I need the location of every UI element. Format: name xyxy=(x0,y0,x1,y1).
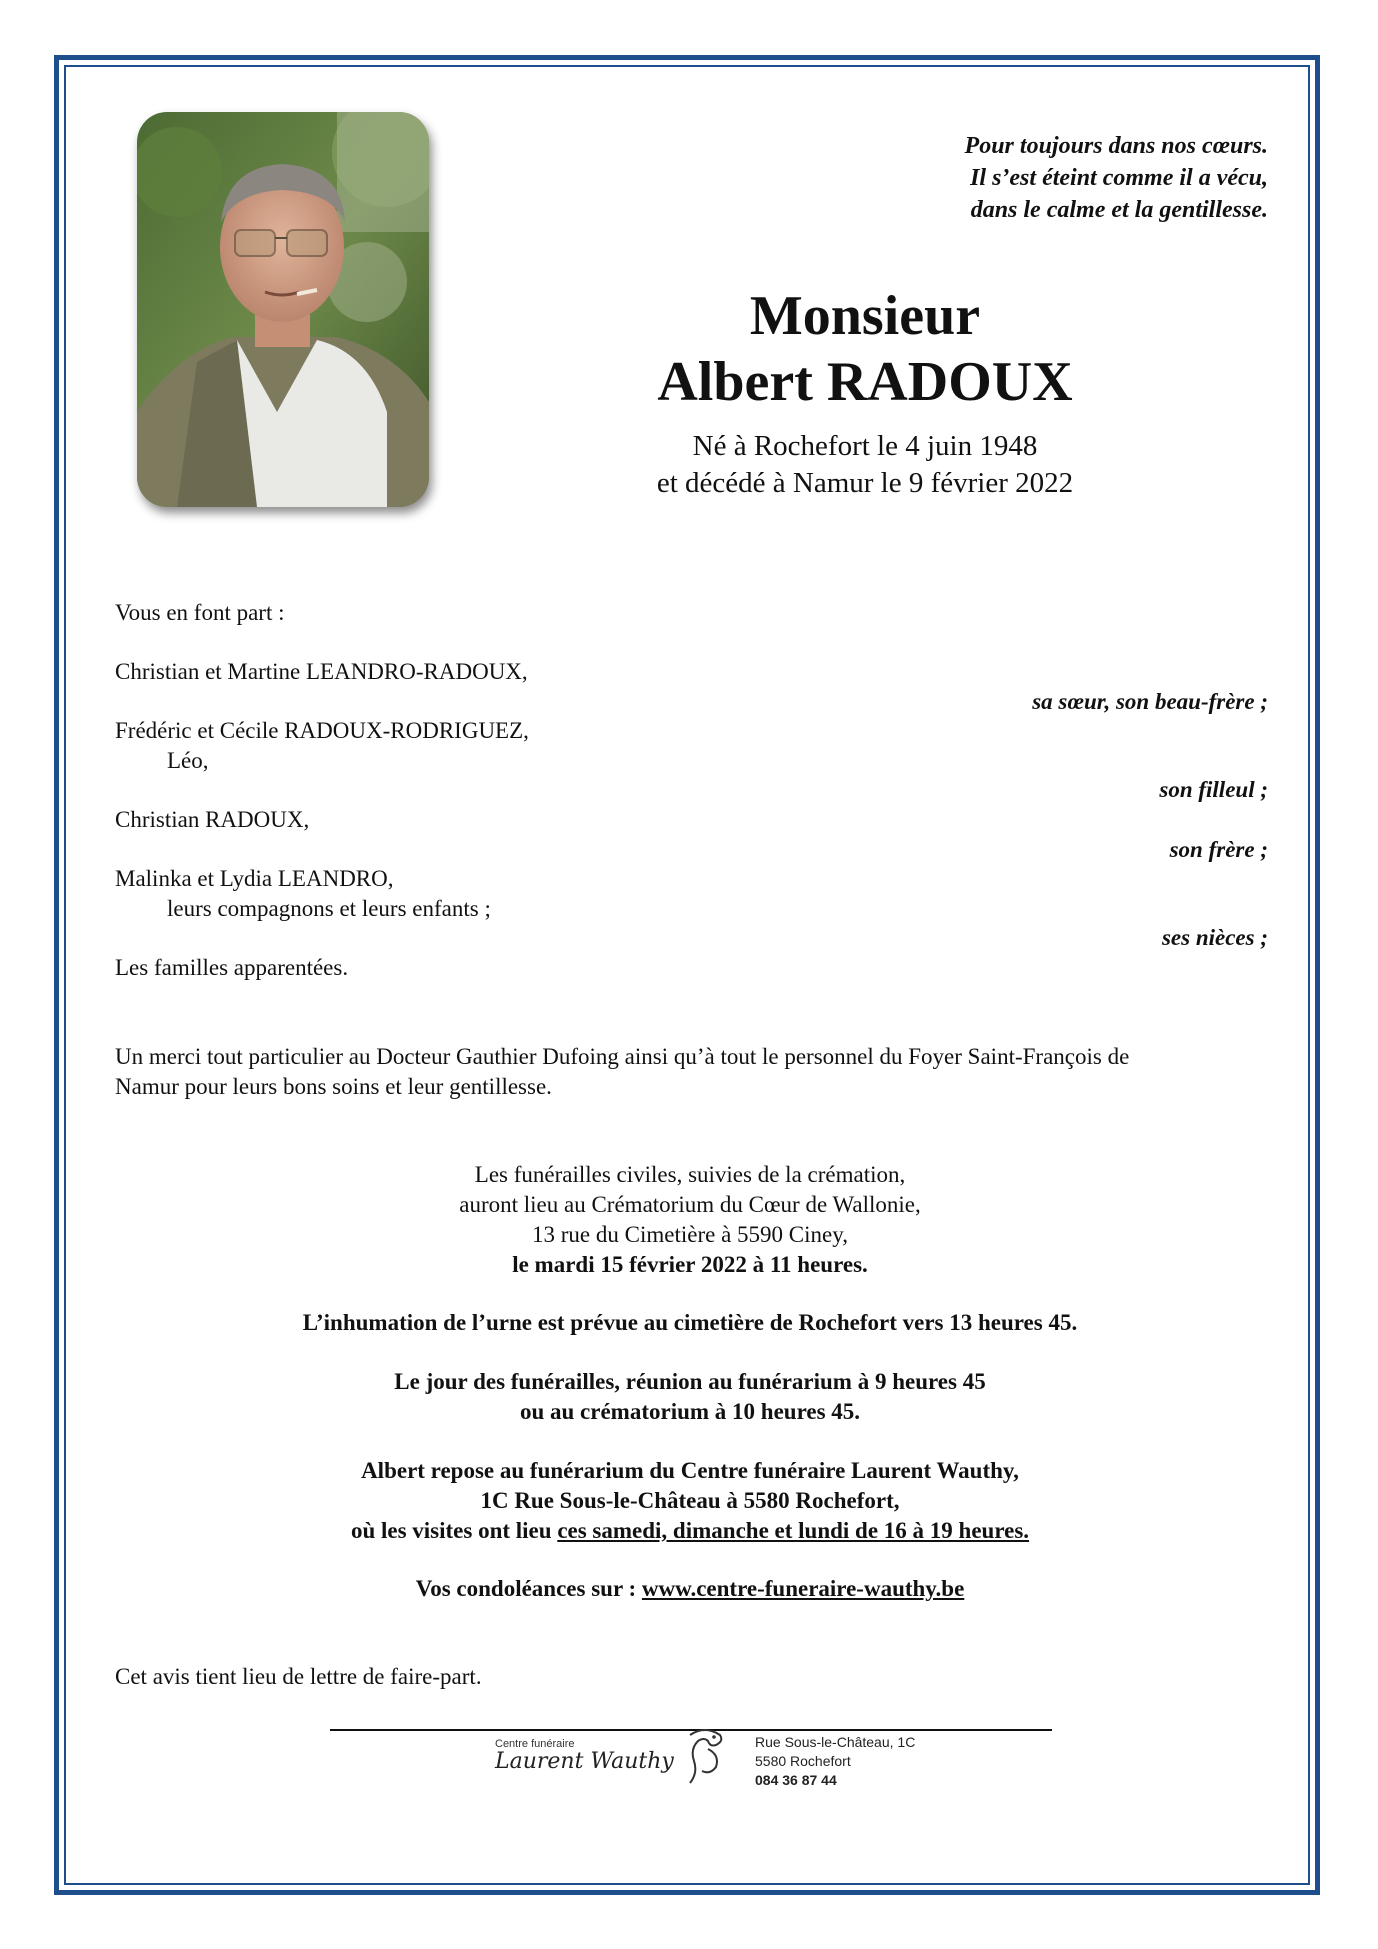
visits-line xyxy=(120,1516,1260,1546)
quote-line: dans le calme et la gentillesse. xyxy=(970,197,1268,223)
birth-line: Né à Rochefort le 4 juin 1948 xyxy=(692,430,1038,462)
faire-part-note: Cet avis tient lieu de lettre de faire-part. xyxy=(115,1664,482,1689)
funeral-home-logo xyxy=(495,1738,674,1774)
meeting-line: ou au crématorium à 10 heures 45. xyxy=(519,1399,861,1424)
family-closing: Les familles apparentées. xyxy=(115,955,349,980)
ceremony-line: 13 rue du Cimetière à 5590 Ciney, xyxy=(532,1222,848,1247)
family-sub: Léo, xyxy=(167,748,209,773)
quote-line: Il s’est éteint comme il a vécu, xyxy=(970,165,1268,191)
condolences-prefix: Vos condoléances sur : xyxy=(415,1576,642,1601)
thanks-line: Un merci tout particulier au Docteur Gauthier Dufoing ainsi qu’à tout le personnel du Foyer Saint-François de xyxy=(115,1044,1130,1069)
family-names: Malinka et Lydia LEANDRO, xyxy=(115,866,394,891)
family-relation: son filleul ; xyxy=(1159,777,1268,802)
family-names: Christian RADOUX, xyxy=(115,807,310,832)
condolences-link[interactable]: www.centre-funeraire-wauthy.be xyxy=(641,1576,965,1601)
ceremony-line: Les funérailles civiles, suivies de la crémation, xyxy=(474,1162,906,1187)
repose-info xyxy=(120,1456,1260,1546)
repose-line: 1C Rue Sous-le-Château à 5580 Rochefort, xyxy=(480,1488,900,1513)
address-line: 5580 Rochefort xyxy=(755,1753,851,1769)
condolences-line xyxy=(120,1574,1260,1604)
logo-small-text: Centre funéraire xyxy=(495,1738,575,1750)
portrait-photo xyxy=(137,112,429,507)
funeral-home-address xyxy=(755,1733,915,1790)
epitaph-quote xyxy=(965,130,1268,226)
family-relation: son frère ; xyxy=(1169,837,1268,862)
repose-line: Albert repose au funérarium du Centre funéraire Laurent Wauthy, xyxy=(361,1458,1019,1483)
ceremony-line: auront lieu au Crématorium du Cœur de Wallonie, xyxy=(459,1192,921,1217)
logo-script-text: Laurent Wauthy xyxy=(495,1749,674,1774)
ceremony-date: le mardi 15 février 2022 à 11 heures. xyxy=(512,1252,868,1277)
visits-times: ces samedi, dimanche et lundi de 16 à 19 heures. xyxy=(557,1518,1030,1543)
family-sub: leurs compagnons et leurs enfants ; xyxy=(167,896,491,921)
family-intro: Vous en font part : xyxy=(115,600,285,625)
phone-number: 084 36 87 44 xyxy=(755,1772,837,1788)
inhumation-info: L’inhumation de l’urne est prévue au cimetière de Rochefort vers 13 heures 45. xyxy=(302,1310,1078,1335)
family-names: Frédéric et Cécile RADOUX-RODRIGUEZ, xyxy=(115,718,529,743)
life-dates xyxy=(560,428,1170,502)
family-relation: ses nièces ; xyxy=(1161,925,1268,950)
deceased-title: Monsieur xyxy=(749,285,981,347)
deceased-name-block xyxy=(560,283,1170,415)
ceremony-info xyxy=(120,1160,1260,1280)
address-line: Rue Sous-le-Château, 1C xyxy=(755,1734,916,1750)
thanks-line: Namur pour leurs bons soins et leur gentillesse. xyxy=(115,1074,552,1099)
meeting-line: Le jour des funérailles, réunion au funérarium à 9 heures 45 xyxy=(394,1369,986,1394)
visits-prefix: où les visites ont lieu xyxy=(350,1518,558,1543)
meeting-info xyxy=(120,1367,1260,1427)
family-names: Christian et Martine LEANDRO-RADOUX, xyxy=(115,659,528,684)
family-relation: sa sœur, son beau-frère ; xyxy=(1032,689,1268,714)
quote-line: Pour toujours dans nos cœurs. xyxy=(964,133,1268,159)
death-line: et décédé à Namur le 9 février 2022 xyxy=(656,467,1074,499)
deceased-name: Albert RADOUX xyxy=(657,351,1073,413)
dove-logo-icon xyxy=(680,1727,730,1787)
